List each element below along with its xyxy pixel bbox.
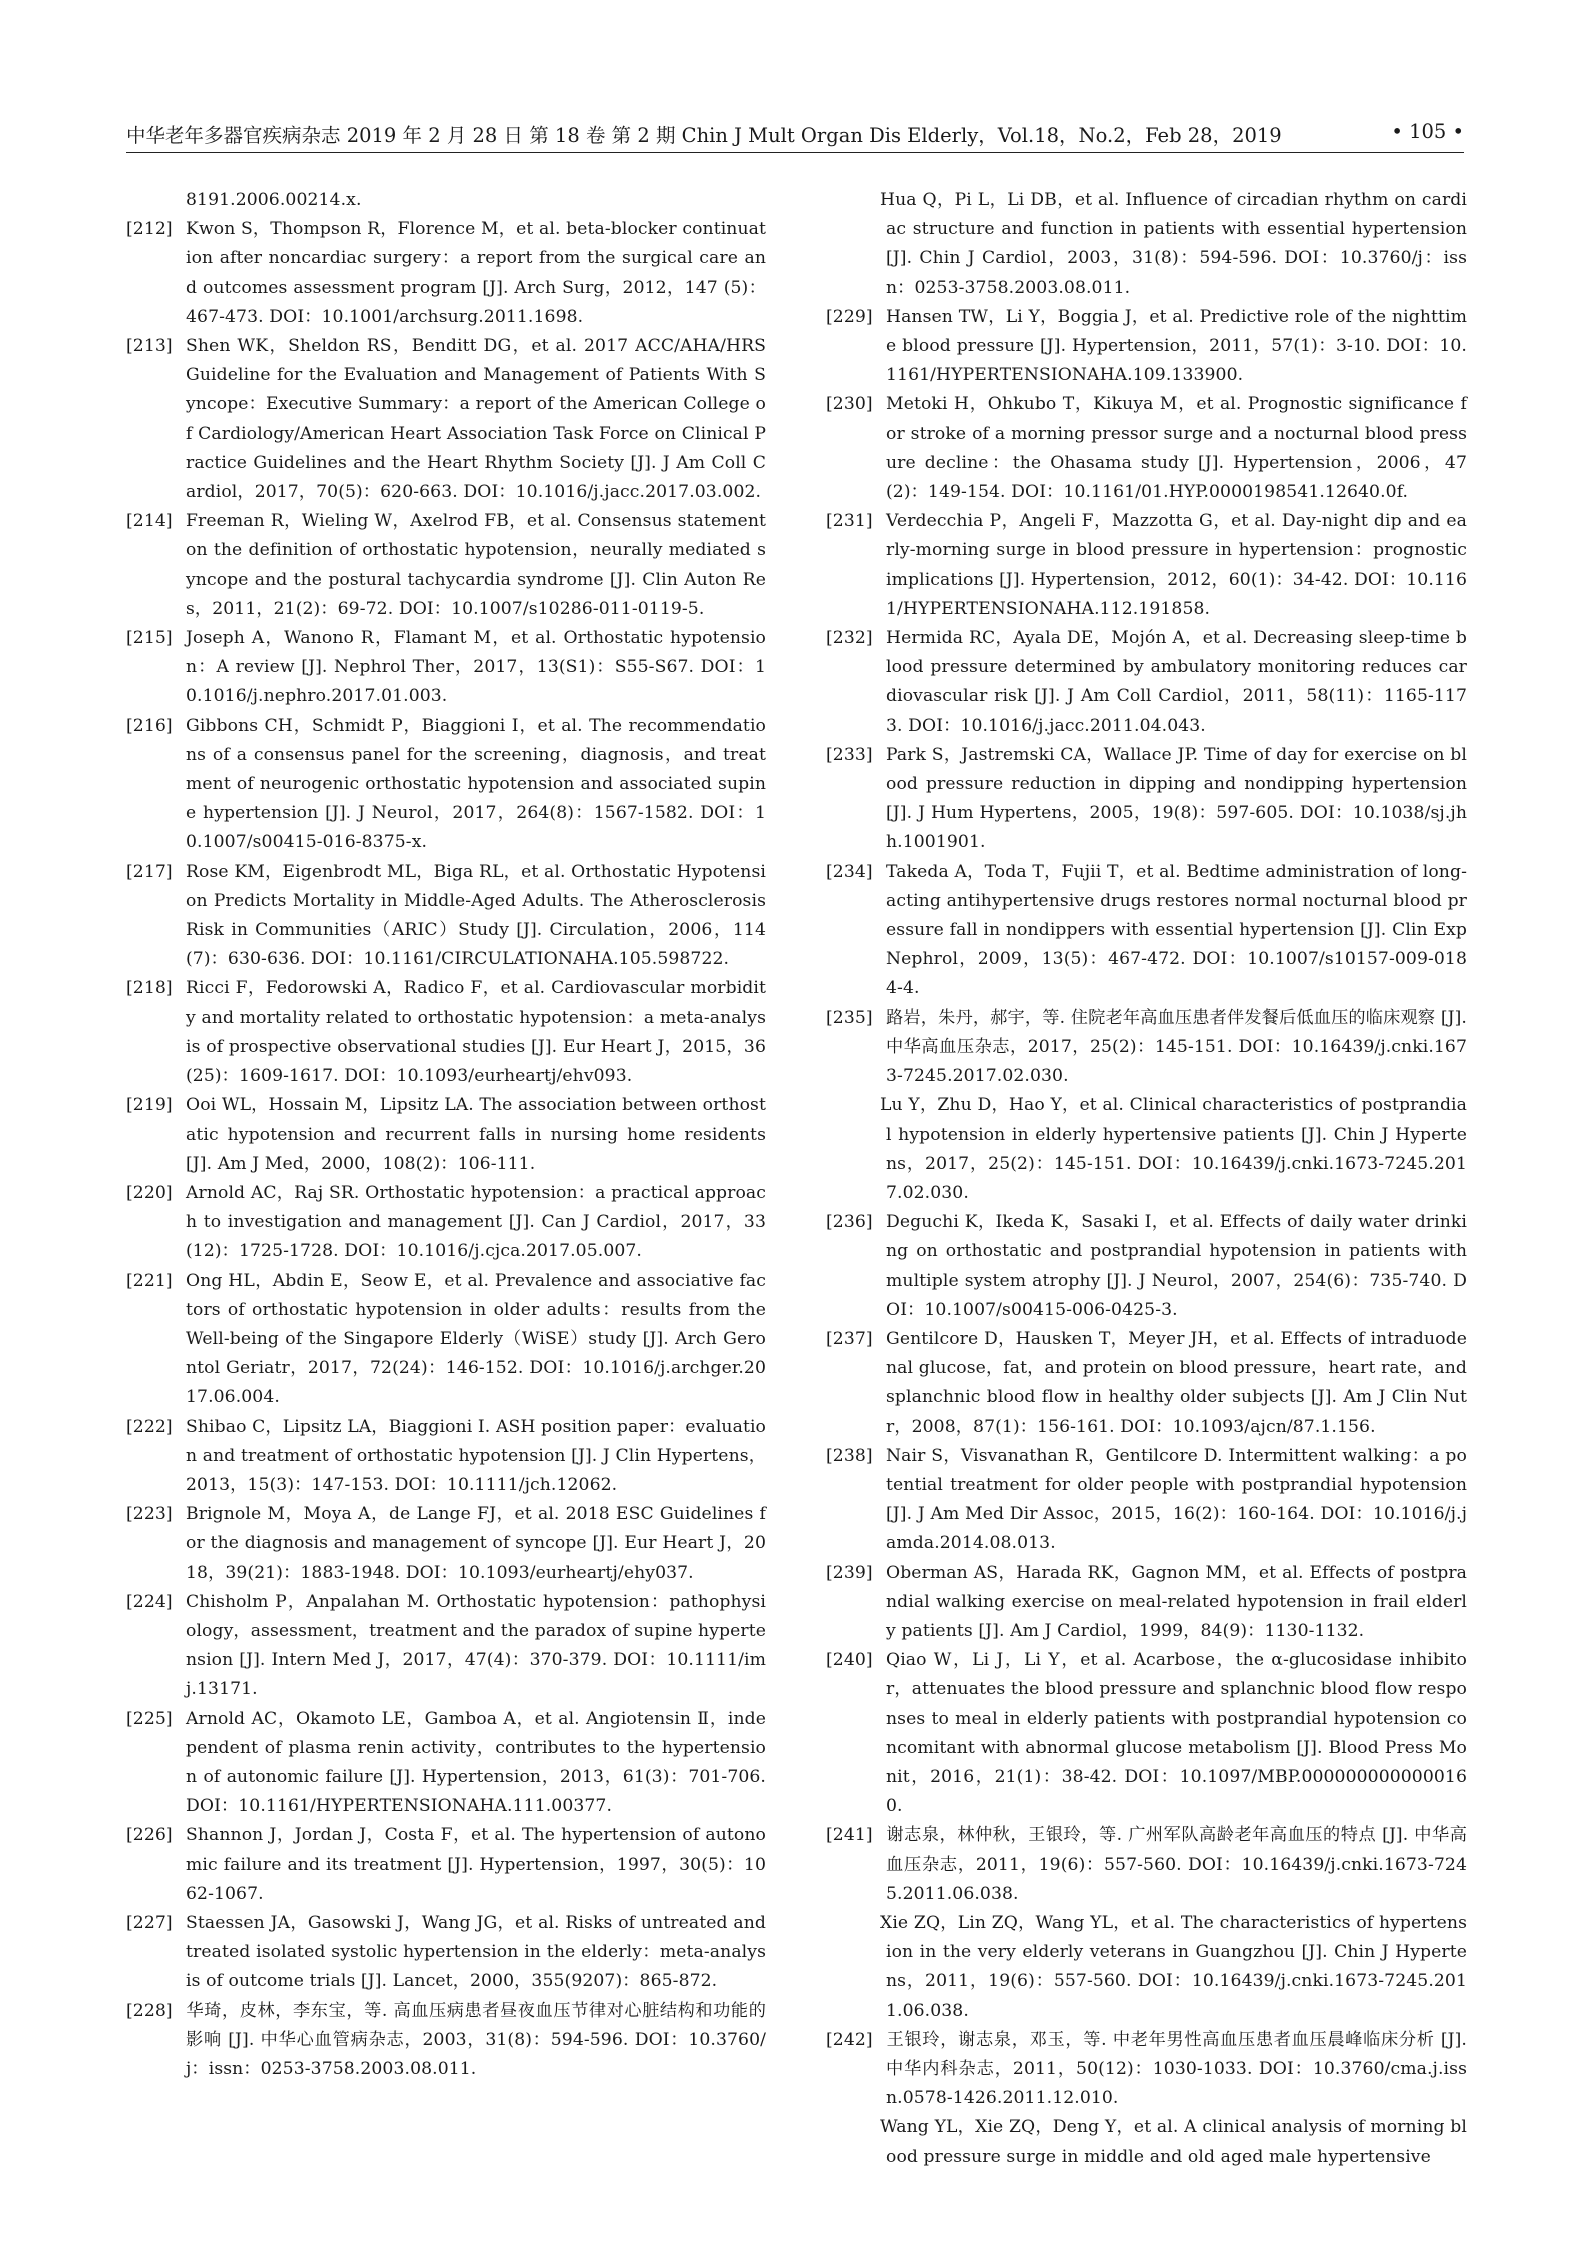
reference-number: [215]: [126, 628, 173, 649]
reference-entry: [126, 1909, 766, 1997]
reference-text: Lu Y，Zhu D，Hao Y，et al. Clinical characteristics of postprandial hypotension in elderly hypertensive patients [J]. Chin J Hypertens，2017，25(2)：145-151. DOI：10.16439/j.cnki.1673-7245.2017.02.030.: [880, 1095, 1467, 1203]
reference-entry: [126, 858, 766, 975]
reference-entry: [126, 1091, 766, 1179]
reference-entry: [826, 1325, 1467, 1442]
reference-entry: [126, 1267, 766, 1413]
reference-number: [219]: [126, 1095, 173, 1116]
reference-entry: [826, 2026, 1467, 2114]
reference-entry: [826, 507, 1467, 624]
reference-entry: [126, 1413, 766, 1501]
reference-text: Hua Q，Pi L，Li DB，et al. Influence of circadian rhythm on cardiac structure and function in patients with essential hypertension [J]. Chin J Cardiol，2003，31(8)：594-596. DOI：10.3760/j：issn：0253-3758.2003.08.011.: [880, 190, 1467, 298]
reference-entry: [126, 712, 766, 858]
reference-number: [233]: [826, 744, 873, 765]
reference-entry: [826, 741, 1467, 858]
reference-text: Hermida RC，Ayala DE，Mojón A，et al. Decreasing sleep-time blood pressure determined by ambulatory monitoring reduces cardiovascular risk [J]. J Am Coll Cardiol，2011，58(11)：1165-1173. DOI：10.1016/j.jacc.2011.04.043.: [886, 628, 1467, 736]
reference-text: Joseph A，Wanono R，Flamant M，et al. Orthostatic hypotension：A review [J]. Nephrol Ther，2017，13(S1)：S55-S67. DOI：10.1016/j.nephro.2017.01.003.: [186, 628, 766, 707]
reference-entry: [126, 1821, 766, 1909]
reference-entry: [126, 1588, 766, 1705]
reference-number: [236]: [826, 1212, 873, 1233]
reference-column-left: [126, 186, 766, 2084]
reference-column-right: [826, 186, 1467, 2172]
running-header: [126, 118, 1464, 154]
reference-text: Brignole M，Moya A，de Lange FJ，et al. 2018 ESC Guidelines for the diagnosis and management of syncope [J]. Eur Heart J，2018，39(21)：1883-1948. DOI：10.1093/eurheartj/ehy037.: [186, 1504, 766, 1583]
reference-entry: [126, 1705, 766, 1822]
reference-text: Arnold AC，Raj SR. Orthostatic hypotension：a practical approach to investigation and management [J]. Can J Cardiol，2017，33(12)：1725-1728. DOI：10.1016/j.cjca.2017.05.007.: [186, 1182, 766, 1262]
reference-text: Shen WK，Sheldon RS，Benditt DG，et al. 2017 ACC/AHA/HRS Guideline for the Evaluation and Management of Patients With Syncope：Executive Summary：a report of the American College of Cardiology/American Heart Association Task Force on Clinical Practice Guidelines and the Heart Rhythm Society [J]. J Am Coll Cardiol，2017，70(5)：620-663. DOI：10.1016/j.jacc.2017.03.002.: [186, 336, 766, 503]
reference-continuation: [826, 2113, 1467, 2171]
reference-number: [224]: [126, 1591, 173, 1612]
reference-entry: [826, 1004, 1467, 1092]
reference-number: [228]: [126, 2000, 173, 2021]
reference-text: Qiao W，Li J，Li Y，et al. Acarbose，the α-glucosidase inhibitor，attenuates the blood pressure and splanchnic blood flow responses to meal in elderly patients with postprandial hypotension concomitant with abnormal glucose metabolism [J]. Blood Press Monit，2016，21(1)：38-42. DOI：10.1097/MBP.0000000000000160.: [886, 1650, 1467, 1817]
reference-text: Shannon J，Jordan J，Costa F，et al. The hypertension of autonomic failure and its treatment [J]. Hypertension，1997，30(5)：1062-1067.: [186, 1825, 766, 1904]
reference-number: [239]: [826, 1562, 873, 1583]
reference-number: [231]: [826, 511, 873, 532]
reference-text: Wang YL，Xie ZQ，Deng Y，et al. A clinical analysis of morning blood pressure surge in middle and old aged male hypertensive: [880, 2117, 1467, 2167]
reference-number: [240]: [826, 1650, 873, 1671]
reference-entry: [126, 215, 766, 332]
reference-entry: [126, 1179, 766, 1267]
reference-text: Ooi WL，Hossain M，Lipsitz LA. The association between orthostatic hypotension and recurrent falls in nursing home residents [J]. Am J Med，2000，108(2)：106-111.: [186, 1095, 766, 1174]
reference-entry: [826, 624, 1467, 741]
reference-entry: [826, 1821, 1467, 1909]
reference-text: Staessen JA，Gasowski J，Wang JG，et al. Risks of untreated and treated isolated systolic hypertension in the elderly：meta-analysis of outcome trials [J]. Lancet，2000，355(9207)：865-872.: [186, 1912, 766, 1992]
reference-text: Nair S，Visvanathan R，Gentilcore D. Intermittent walking：a potential treatment for older people with postprandial hypotension [J]. J Am Med Dir Assoc，2015，16(2)：160-164. DOI：10.1016/j.jamda.2014.08.013.: [886, 1445, 1467, 1554]
reference-text: 华琦，皮林，李东宝，等. 高血压病患者昼夜血压节律对心脏结构和功能的影响 [J]. 中华心血管病杂志，2003，31(8)：594-596. DOI：10.3760/j：issn：0253-3758.2003.08.011.: [186, 2000, 766, 2079]
reference-continuation: [826, 186, 1467, 303]
reference-entry: [826, 303, 1467, 391]
reference-entry: [126, 1500, 766, 1588]
reference-text: Metoki H，Ohkubo T，Kikuya M，et al. Prognostic significance for stroke of a morning pressor surge and a nocturnal blood pressure decline：the Ohasama study [J]. Hypertension，2006，47(2)：149-154. DOI：10.1161/01.HYP.0000198541.12640.0f.: [886, 394, 1467, 503]
reference-entry: [826, 1559, 1467, 1647]
reference-entry: [126, 974, 766, 1091]
reference-text: Gentilcore D，Hausken T，Meyer JH，et al. Effects of intraduodenal glucose，fat，and protein on blood pressure，heart rate，and splanchnic blood flow in healthy older subjects [J]. Am J Clin Nutr，2008，87(1)：156-161. DOI：10.1093/ajcn/87.1.156.: [886, 1328, 1467, 1437]
reference-entry: [826, 1208, 1467, 1325]
reference-text: 路岩，朱丹，郝宇，等. 住院老年高血压患者伴发餐后低血压的临床观察 [J]. 中华高血压杂志，2017，25(2)：145-151. DOI：10.16439/j.cnki.1673-7245.2017.02.030.: [886, 1007, 1467, 1087]
reference-number: [226]: [126, 1825, 173, 1846]
header-rule: [126, 152, 1464, 153]
reference-number: [212]: [126, 219, 173, 240]
page-number: • 105 •: [1391, 120, 1464, 143]
reference-text: Shibao C，Lipsitz LA，Biaggioni I. ASH position paper：evaluation and treatment of orthostatic hypotension [J]. J Clin Hypertens，2013，15(3)：147-153. DOI：10.1111/jch.12062.: [186, 1416, 766, 1495]
reference-entry: [126, 507, 766, 624]
reference-text: Deguchi K，Ikeda K，Sasaki I，et al. Effects of daily water drinking on orthostatic and postprandial hypotension in patients with multiple system atrophy [J]. J Neurol，2007，254(6)：735-740. DOI：10.1007/s00415-006-0425-3.: [886, 1212, 1467, 1320]
reference-text: Gibbons CH，Schmidt P，Biaggioni I，et al. The recommendations of a consensus panel for the screening，diagnosis，and treatment of neurogenic orthostatic hypotension and associated supine hypertension [J]. J Neurol，2017，264(8)：1567-1582. DOI：10.1007/s00415-016-8375-x.: [186, 715, 766, 853]
journal-citation-line: 中华老年多器官疾病杂志 2019 年 2 月 28 日 第 18 卷 第 2 期 Chin J Mult Organ Dis Elderly，Vol.18，No.2，Feb 28，2019: [126, 124, 1282, 147]
reference-number: [218]: [126, 978, 173, 999]
reference-continuation: [826, 1091, 1467, 1208]
reference-text: Verdecchia P，Angeli F，Mazzotta G，et al. Day-night dip and early-morning surge in blood pressure in hypertension：prognostic implications [J]. Hypertension，2012，60(1)：34-42. DOI：10.1161/HYPERTENSIONAHA.112.191858.: [886, 511, 1467, 619]
reference-entry: [826, 390, 1467, 507]
reference-text: Xie ZQ，Lin ZQ，Wang YL，et al. The characteristics of hypertension in the very elderly veterans in Guangzhou [J]. Chin J Hypertens，2011，19(6)：557-560. DOI：10.16439/j.cnki.1673-7245.2011.06.038.: [880, 1912, 1467, 2021]
reference-entry: [826, 1442, 1467, 1559]
reference-number: [223]: [126, 1504, 173, 1525]
reference-text: Park S，Jastremski CA，Wallace JP. Time of day for exercise on blood pressure reduction in dipping and nondipping hypertension [J]. J Hum Hypertens，2005，19(8)：597-605. DOI：10.1038/sj.jhh.1001901.: [886, 744, 1467, 853]
reference-text: Rose KM，Eigenbrodt ML，Biga RL，et al. Orthostatic Hypotension Predicts Mortality in Middle-Aged Adults. The Atherosclerosis Risk in Communities（ARIC）Study [J]. Circulation，2006，114(7)：630-636. DOI：10.1161/CIRCULATIONAHA.105.598722.: [186, 861, 766, 970]
reference-continuation: [826, 1909, 1467, 2026]
reference-text: Ong HL，Abdin E，Seow E，et al. Prevalence and associative factors of orthostatic hypotension in older adults：results from the Well-being of the Singapore Elderly（WiSE）study [J]. Arch Gerontol Geriatr，2017，72(24)：146-152. DOI：10.1016/j.archger.2017.06.004.: [186, 1270, 766, 1408]
reference-text: 王银玲，谢志泉，邓玉，等. 中老年男性高血压患者血压晨峰临床分析 [J]. 中华内科杂志，2011，50(12)：1030-1033. DOI：10.3760/cma.j.issn.0578-1426.2011.12.010.: [886, 2029, 1467, 2109]
reference-number: [241]: [826, 1825, 873, 1846]
reference-text: Takeda A，Toda T，Fujii T，et al. Bedtime administration of long-acting antihypertensive drugs restores normal nocturnal blood pressure fall in nondippers with essential hypertension [J]. Clin Exp Nephrol，2009，13(5)：467-472. DOI：10.1007/s10157-009-0184-4.: [886, 861, 1467, 999]
reference-text: 8191.2006.00214.x.: [186, 190, 362, 210]
reference-number: [227]: [126, 1912, 173, 1933]
reference-text: Oberman AS，Harada RK，Gagnon MM，et al. Effects of postprandial walking exercise on meal-related hypotension in frail elderly patients [J]. Am J Cardiol，1999，84(9)：1130-1132.: [886, 1562, 1467, 1641]
reference-entry: [126, 624, 766, 712]
reference-number: [216]: [126, 715, 173, 736]
reference-continuation: [126, 186, 766, 215]
reference-number: [238]: [826, 1445, 873, 1466]
reference-number: [217]: [126, 861, 173, 882]
reference-text: Hansen TW，Li Y，Boggia J，et al. Predictive role of the nighttime blood pressure [J]. Hypertension，2011，57(1)：3-10. DOI：10.1161/HYPERTENSIONAHA.109.133900.: [886, 306, 1467, 386]
reference-number: [220]: [126, 1182, 173, 1203]
reference-number: [234]: [826, 861, 873, 882]
reference-entry: [126, 332, 766, 507]
reference-text: Arnold AC，Okamoto LE，Gamboa A，et al. Angiotensin Ⅱ，independent of plasma renin activity，contributes to the hypertension of autonomic failure [J]. Hypertension，2013，61(3)：701-706. DOI：10.1161/HYPERTENSIONAHA.111.00377.: [186, 1708, 766, 1817]
reference-number: [213]: [126, 336, 173, 357]
reference-number: [229]: [826, 306, 873, 327]
reference-entry: [826, 1646, 1467, 1821]
reference-number: [225]: [126, 1708, 173, 1729]
reference-entry: [826, 858, 1467, 1004]
reference-number: [235]: [826, 1007, 873, 1028]
reference-number: [221]: [126, 1270, 173, 1291]
reference-text: Kwon S，Thompson R，Florence M，et al. beta-blocker continuation after noncardiac surgery：a report from the surgical care and outcomes assessment program [J]. Arch Surg，2012，147 (5)：467-473. DOI：10.1001/archsurg.2011.1698.: [186, 219, 766, 327]
reference-number: [222]: [126, 1416, 173, 1437]
reference-entry: [126, 1997, 766, 2085]
reference-number: [230]: [826, 394, 873, 415]
reference-text: Ricci F，Fedorowski A，Radico F，et al. Cardiovascular morbidity and mortality related to orthostatic hypotension：a meta-analysis of prospective observational studies [J]. Eur Heart J，2015，36(25)：1609-1617. DOI：10.1093/eurheartj/ehv093.: [186, 978, 766, 1087]
reference-text: Freeman R，Wieling W，Axelrod FB，et al. Consensus statement on the definition of orthostatic hypotension，neurally mediated syncope and the postural tachycardia syndrome [J]. Clin Auton Res，2011，21(2)：69-72. DOI：10.1007/s10286-011-0119-5.: [186, 511, 766, 619]
reference-number: [214]: [126, 511, 173, 532]
reference-text: 谢志泉，林仲秋，王银玲，等. 广州军队高龄老年高血压的特点 [J]. 中华高血压杂志，2011，19(6)：557-560. DOI：10.16439/j.cnki.1673-7245.2011.06.038.: [886, 1825, 1467, 1904]
reference-text: Chisholm P，Anpalahan M. Orthostatic hypotension：pathophysiology，assessment，treatment and the paradox of supine hypertension [J]. Intern Med J，2017，47(4)：370-379. DOI：10.1111/imj.13171.: [186, 1591, 766, 1700]
reference-number: [232]: [826, 628, 873, 649]
reference-number: [242]: [826, 2029, 873, 2050]
reference-number: [237]: [826, 1328, 873, 1349]
